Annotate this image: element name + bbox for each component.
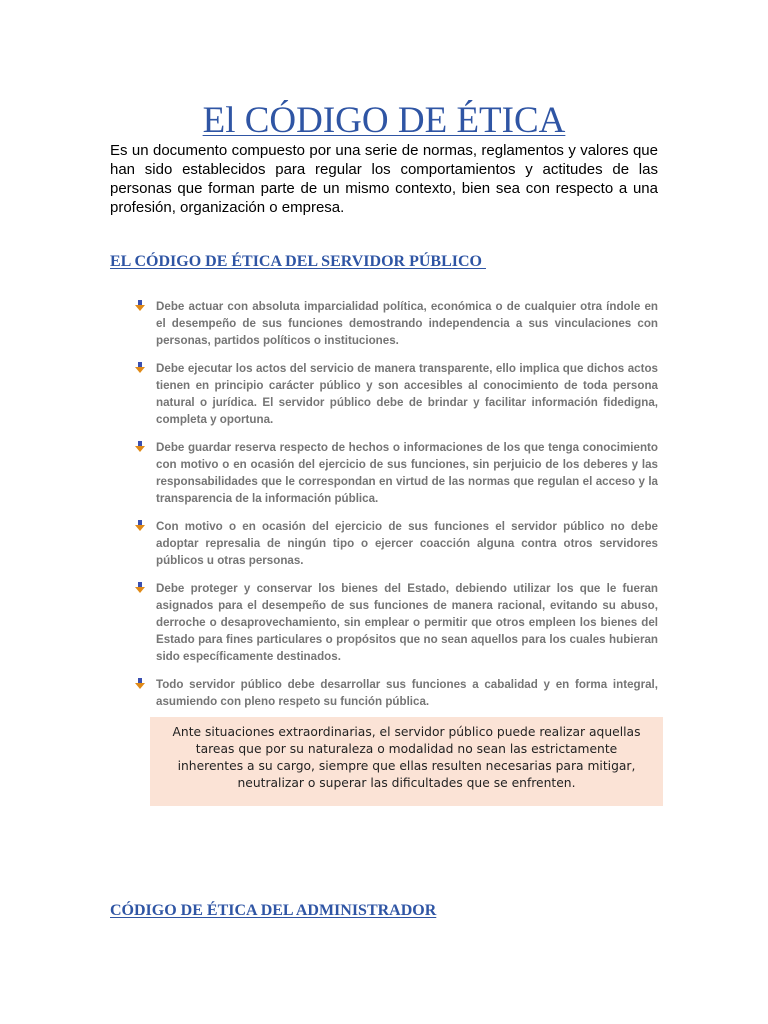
arrow-down-bullet-icon xyxy=(134,678,146,690)
bullet-text: Debe ejecutar los actos del servicio de manera transparente, ello implica que dichos actos tienen en principio carácter público y son accesibles al conocimiento de toda persona natural o jurídica. El servidor público debe de brindar y facilitar información fidedigna, completa y oportuna. xyxy=(156,362,658,426)
list-item xyxy=(134,439,658,507)
arrow-down-bullet-icon xyxy=(134,362,146,374)
arrow-down-bullet-icon xyxy=(134,441,146,453)
section-heading-administrador: CÓDIGO DE ÉTICA DEL ADMINISTRADOR xyxy=(110,902,437,919)
bullet-text: Todo servidor público debe desarrollar sus funciones a cabalidad y en forma integral, asumiendo con pleno respeto su función pública. xyxy=(156,678,658,708)
arrow-down-bullet-icon xyxy=(134,582,146,594)
list-item xyxy=(134,580,658,665)
document-title: El CÓDIGO DE ÉTICA xyxy=(202,100,566,141)
bullet-text: Debe actuar con absoluta imparcialidad política, económica o de cualquier otra índole en el desempeño de sus funciones demostrando independencia a sus vinculaciones con personas, partidos políticos o instituciones. xyxy=(156,300,658,347)
arrow-down-bullet-icon xyxy=(134,300,146,312)
list-item xyxy=(134,518,658,569)
intro-paragraph: Es un documento compuesto por una serie de normas, reglamentos y valores que han sido establecidos para regular los comportamientos y actitudes de las personas que forman parte de un mismo contexto, bien sea con respecto a una profesión, organización o empresa. xyxy=(110,142,658,216)
bullet-list xyxy=(134,298,658,721)
bullet-text: Debe proteger y conservar los bienes del Estado, debiendo utilizar los que le fueran asignados para el desempeño de sus funciones de manera racional, evitando su abuso, derroche o desaprovechamiento, sin emplear o permitir que otros empleen los bienes del Estado para fines particulares o propósitos que no sean aquellos para los cuales hubieran sido específicamente destinados. xyxy=(156,582,658,663)
list-item xyxy=(134,676,658,710)
list-item xyxy=(134,360,658,428)
bullet-text: Con motivo o en ocasión del ejercicio de sus funciones el servidor público no debe adoptar represalia de ningún tipo o ejercer coacción alguna contra otros servidores públicos u otras personas. xyxy=(156,520,658,567)
list-item xyxy=(134,298,658,349)
section-heading-servidor-publico: EL CÓDIGO DE ÉTICA DEL SERVIDOR PÚBLICO xyxy=(110,253,486,270)
bullet-text: Debe guardar reserva respecto de hechos o informaciones de los que tenga conocimiento con motivo o en ocasión del ejercicio de sus funciones, sin perjuicio de los deberes y las responsabilidades que le correspondan en virtud de las normas que regulan el acceso y la transparencia de la información pública. xyxy=(156,441,658,505)
highlighted-note: Ante situaciones extraordinarias, el servidor público puede realizar aquellas tareas que por su naturaleza o modalidad no sean las estrictamente inherentes a su cargo, siempre que ellas resulten necesarias para mitigar, neutralizar o superar las dificultades que se enfrenten. xyxy=(150,717,663,806)
arrow-down-bullet-icon xyxy=(134,520,146,532)
